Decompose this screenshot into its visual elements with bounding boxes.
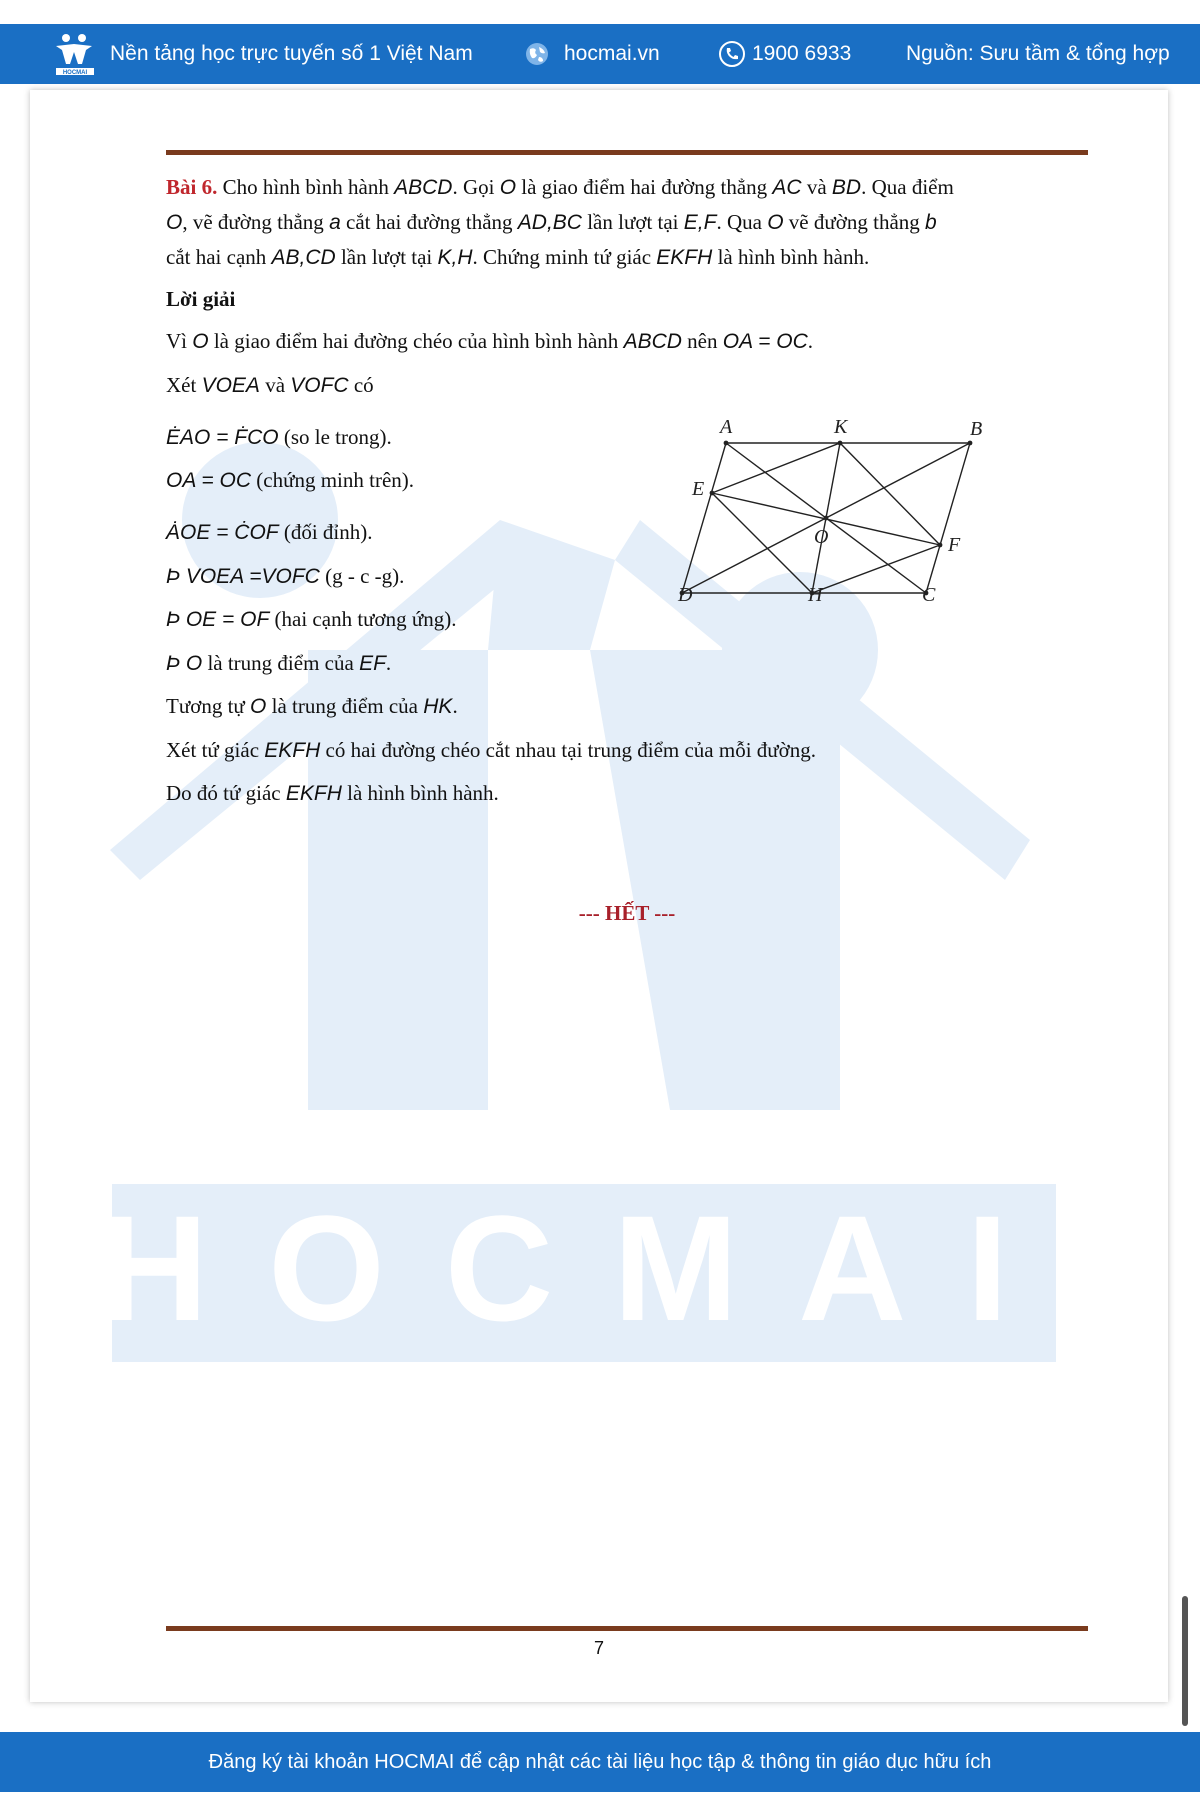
text-run: vẽ đường thẳng	[783, 210, 926, 234]
text-run: là hình bình hành.	[712, 245, 870, 269]
text-run: . Qua	[716, 210, 768, 234]
math-expression: EKFH	[285, 782, 342, 805]
solution-line	[166, 463, 666, 498]
bottom-rule	[166, 1626, 1088, 1631]
logo-icon[interactable]	[52, 32, 98, 76]
text-run: Xét tứ giác	[166, 738, 265, 762]
math-expression: HK	[423, 695, 453, 718]
math-expression: BD	[831, 176, 862, 199]
point-label-e: E	[692, 478, 705, 500]
math-expression: K,H	[437, 246, 473, 269]
math-expression: O	[166, 211, 183, 234]
phone-number[interactable]: 1900 6933	[752, 42, 852, 65]
math-expression: OA = OC	[166, 469, 251, 492]
parallelogram-figure	[666, 405, 996, 600]
math-expression: ABCD	[394, 176, 453, 199]
text-run: .	[807, 329, 813, 353]
point-label-f: F	[948, 534, 961, 556]
solution-line	[166, 368, 666, 403]
math-expression: EKFH	[264, 739, 321, 762]
math-expression: b	[925, 211, 937, 234]
end-marker: --- HẾT ---	[578, 901, 676, 925]
text-run: Xét	[166, 373, 202, 397]
point-label-c2: C	[922, 584, 936, 606]
math-expression: ȦOE = ĊOF	[166, 521, 279, 544]
text-run: Cho hình bình hành	[222, 175, 395, 199]
text-run: . Qua điểm	[861, 175, 954, 199]
slogan: Nền tảng học trực tuyến số 1 Việt Nam	[110, 42, 473, 65]
math-expression: EKFH	[656, 246, 713, 269]
text-run: có hai đường chéo cắt nhau tại trung điểm của mỗi đường.	[320, 738, 817, 762]
text-run: có	[348, 373, 374, 397]
text-run: (hai cạnh tương ứng).	[269, 607, 457, 631]
document-page	[30, 90, 1168, 1702]
solution-line	[166, 324, 1088, 359]
phone-icon	[718, 40, 746, 68]
math-expression: a	[329, 211, 341, 234]
point-label-o: O	[814, 526, 829, 548]
text-run: là trung điểm của	[202, 651, 360, 675]
math-expression: AB,CD	[271, 246, 336, 269]
solution-line	[166, 420, 666, 455]
text-run: nên	[681, 329, 723, 353]
math-expression: Þ O	[166, 652, 203, 675]
text-run: và	[259, 373, 291, 397]
solution-heading: Lời giải	[166, 287, 236, 311]
text-run: Tương tự	[166, 694, 251, 718]
math-expression: Þ OE = OF	[166, 608, 270, 631]
text-run: là giao điểm hai đường thẳng	[516, 175, 773, 199]
text-run: lần lượt tại	[581, 210, 684, 234]
text-run: (đối đỉnh).	[278, 520, 373, 544]
solution-line	[166, 689, 1088, 724]
text-run: là giao điểm hai đường chéo của hình bình hành	[208, 329, 624, 353]
point-label-a: A	[720, 416, 733, 438]
text-run: .	[452, 694, 458, 718]
math-expression: O	[250, 695, 267, 718]
problem-statement	[166, 170, 1088, 275]
watermark-text: HOCMAI	[99, 1184, 1069, 1352]
math-expression: O	[767, 211, 784, 234]
text-run: .	[385, 651, 392, 675]
top-rule	[166, 150, 1088, 155]
scrollbar-thumb[interactable]	[1182, 1596, 1188, 1726]
text-run: . Gọi	[452, 175, 500, 199]
page-number: 7	[593, 1638, 604, 1658]
footer-text[interactable]: Đăng ký tài khoản HOCMAI để cập nhật các tài liệu học tập & thông tin giáo dục hữu ích	[208, 1750, 992, 1773]
website-group[interactable]	[524, 24, 660, 84]
text-run: cắt hai đường thẳng	[340, 210, 518, 234]
text-run: (so le trong).	[278, 425, 392, 449]
math-expression: OA = OC	[722, 330, 808, 353]
text-run: , vẽ đường thẳng	[182, 210, 330, 234]
text-run: lần lượt tại	[335, 245, 438, 269]
solution-line	[166, 515, 666, 550]
point-label-d2: D	[678, 584, 693, 606]
bottom-banner[interactable]	[0, 1732, 1200, 1792]
globe-icon	[524, 41, 550, 67]
text-run: là trung điểm của	[266, 694, 424, 718]
math-expression: ABCD	[623, 330, 682, 353]
math-expression: AC	[772, 176, 802, 199]
math-expression: VOFC	[290, 374, 349, 397]
math-expression: O	[499, 176, 517, 199]
text-run: Do đó tứ giác	[166, 781, 286, 805]
text-run: là hình bình hành.	[341, 781, 499, 805]
text-run: Vì	[166, 329, 193, 353]
phone-group[interactable]	[718, 24, 851, 84]
source-note: Nguồn: Sưu tầm & tổng hợp	[906, 42, 1170, 65]
text-run: (g - c -g).	[319, 564, 405, 588]
math-expression: E,F	[683, 211, 717, 234]
solution-line	[166, 646, 1088, 681]
math-expression: VOEA	[201, 374, 260, 397]
point-label-k: K	[834, 416, 848, 438]
text-run: . Chứng minh tứ giác	[472, 245, 657, 269]
logo-text: HOCMAI	[62, 70, 88, 76]
text-run: và	[801, 175, 832, 199]
figure-bottom-labels	[670, 584, 1000, 610]
math-expression: AD,BC	[517, 211, 582, 234]
point-label-h2: H	[808, 584, 823, 606]
top-banner	[0, 24, 1200, 84]
text-run: cắt hai cạnh	[166, 245, 272, 269]
website-link[interactable]: hocmai.vn	[564, 42, 660, 65]
math-expression: EF	[359, 652, 386, 675]
solution-line	[166, 776, 1088, 811]
problem-label: Bài 6.	[166, 175, 218, 199]
solution-line	[166, 733, 1088, 768]
math-expression: ĖAO = ḞCO	[166, 426, 279, 449]
point-label-b: B	[970, 418, 983, 440]
text-run: (chứng minh trên).	[251, 468, 415, 492]
math-expression: Þ VOEA =VOFC	[166, 565, 320, 588]
math-expression: O	[192, 330, 209, 353]
